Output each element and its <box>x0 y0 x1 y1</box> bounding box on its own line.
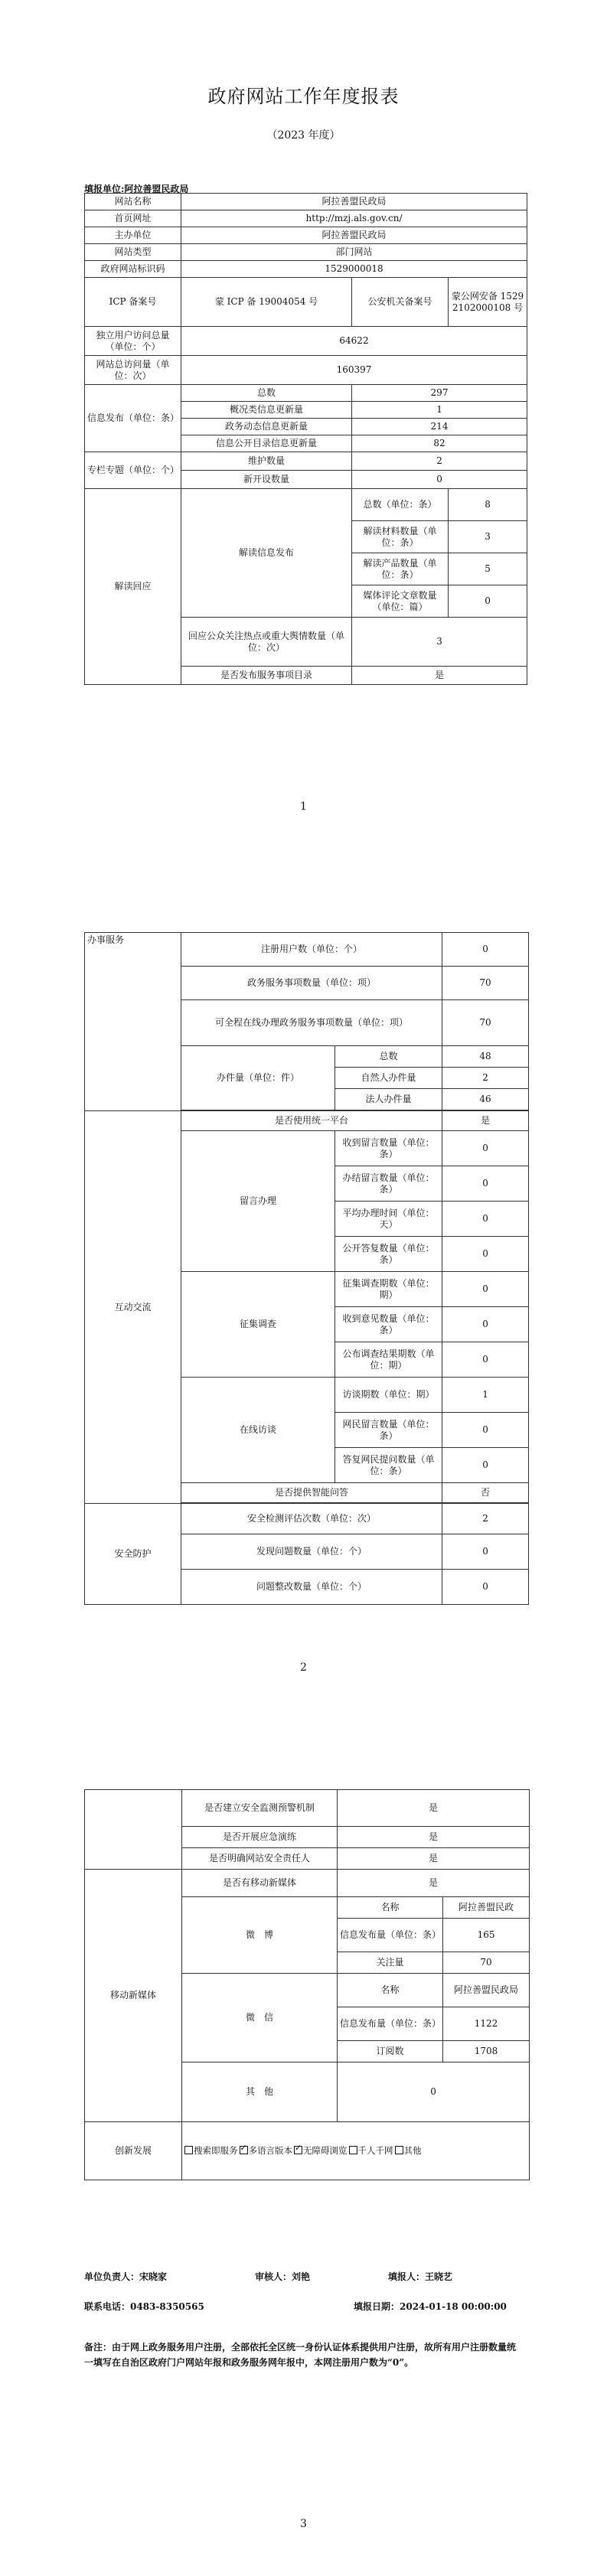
report-year: （2023 年度） <box>266 129 341 142</box>
site-host-label: 主办单位 <box>85 227 181 244</box>
wechat-row-value: 阿拉善盟民政局 <box>443 1974 530 2007</box>
page-title: 政府网站工作年度报表 <box>207 86 400 107</box>
icp-label: ICP 备案号 <box>85 278 181 327</box>
column-label: 专栏专题（单位：个） <box>85 452 181 489</box>
interview-label: 在线访谈 <box>181 1378 335 1483</box>
service-reg-label: 注册用户数（单位：个） <box>181 933 442 967</box>
pv-label: 网站总访问量（单位：次） <box>85 356 181 385</box>
icp-number: 蒙 ICP 备 19004054 号 <box>181 278 352 327</box>
info-label: 信息发布（单位：条） <box>85 385 181 452</box>
site-host: 阿拉善盟民政局 <box>181 227 527 244</box>
interpret-row-label: 解读产品数量（单位：条） <box>352 553 449 585</box>
wechat-row-value: 1708 <box>443 2041 530 2062</box>
uv-label: 独立用户访问总量（单位：个） <box>85 327 181 356</box>
drill-label: 是否开展应急演练 <box>182 1827 338 1848</box>
unified-platform-value: 是 <box>442 1111 529 1131</box>
survey-row-value: 0 <box>442 1272 529 1307</box>
survey-row-label: 公布调查结果期数（单位：期） <box>335 1342 442 1378</box>
media-other-label: 其 他 <box>182 2062 338 2122</box>
wechat-label: 微 信 <box>182 1974 338 2062</box>
interpret-label: 解读回应 <box>85 489 181 685</box>
smart-qa-label: 是否提供智能问答 <box>181 1483 442 1503</box>
warn-value: 是 <box>338 1790 530 1827</box>
uv-value: 64622 <box>181 327 527 356</box>
service-items-value: 70 <box>442 967 529 1000</box>
msg-row-label: 公开答复数量（单位：条） <box>335 1237 442 1272</box>
innovation-option[interactable]: ✓ 多语言版本 <box>240 2145 293 2156</box>
info-row-label: 信息公开目录信息更新量 <box>181 435 352 452</box>
survey-row-label: 征集调查期数（单位：期） <box>335 1272 442 1307</box>
remark: 备注：由于网上政务服务用户注册，全部依托全区统一身份认证体系提供用户注册，故所有用户注册数量统一填写在自治区政府门户网站年报和政务服务网年报中，本网注册用户数为“0”。 <box>84 2342 517 2368</box>
filling-unit: 填报单位:阿拉善盟民政局 <box>84 184 189 194</box>
msg-row-value: 0 <box>442 1202 529 1237</box>
info-row-value: 214 <box>352 419 527 435</box>
site-id: 1529000018 <box>181 261 527 278</box>
reviewer: 审核人：刘艳 <box>255 2271 311 2282</box>
wechat-row-label: 名称 <box>338 1974 443 2007</box>
psb-label: 公安机关备案号 <box>352 278 449 327</box>
site-name: 阿拉善盟民政局 <box>181 194 527 210</box>
weibo-row-value: 阿拉善盟民政 <box>443 1897 530 1919</box>
publish-catalog-value: 是 <box>352 667 527 685</box>
wechat-row-value: 1122 <box>443 2007 530 2041</box>
column-row-value: 2 <box>352 452 527 471</box>
service-online-label: 可全程在线办理政务服务事项数量（单位：项） <box>181 1000 442 1046</box>
security-row-value: 0 <box>442 1534 529 1570</box>
media-label: 移动新媒体 <box>85 1870 182 2122</box>
weibo-row-value: 165 <box>443 1919 530 1952</box>
info-row-value: 297 <box>352 385 527 402</box>
publish-catalog-label: 是否发布服务事项目录 <box>181 667 352 685</box>
interview-row-value: 0 <box>442 1448 529 1483</box>
security-label: 安全防护 <box>85 1504 181 1605</box>
innovation-option[interactable]: ✓ 无障碍浏览 <box>294 2145 348 2156</box>
interview-row-label: 访谈期数（单位：期） <box>335 1378 442 1413</box>
survey-row-value: 0 <box>442 1307 529 1342</box>
handle-row-value: 48 <box>442 1046 529 1068</box>
checkbox-icon <box>184 2146 193 2154</box>
innovation-label: 创新发展 <box>85 2122 182 2180</box>
interpret-sub-label: 解读信息发布 <box>181 489 352 618</box>
weibo-row-label: 关注量 <box>338 1952 443 1974</box>
info-row-label: 总数 <box>181 385 352 402</box>
psb-number: 蒙公网安备 15292102000108 号 <box>449 278 527 327</box>
safety-person-value: 是 <box>338 1848 530 1870</box>
msg-row-label: 办结留言数量（单位：条） <box>335 1166 442 1202</box>
msg-row-value: 0 <box>442 1166 529 1202</box>
checkbox-checked-icon <box>294 2146 302 2154</box>
smart-qa-value: 否 <box>442 1483 529 1503</box>
msg-row-label: 收到留言数量（单位：条） <box>335 1131 442 1166</box>
msg-row-value: 0 <box>442 1131 529 1166</box>
site-url-label: 首页网址 <box>85 210 181 227</box>
report-table-page1 <box>84 193 527 685</box>
drill-value: 是 <box>338 1827 530 1848</box>
interpret-row-value: 3 <box>449 521 527 553</box>
interview-row-label: 答复网民提问数量（单位：条） <box>335 1448 442 1483</box>
unit-leader: 单位负责人：宋晓家 <box>84 2271 168 2282</box>
service-reg-value: 0 <box>442 933 529 967</box>
interpret-row-value: 0 <box>449 585 527 618</box>
innovation-option[interactable]: 其他 <box>395 2145 422 2156</box>
column-row-label: 新开设数量 <box>181 471 352 489</box>
innovation-options <box>182 2122 530 2180</box>
wechat-row-label: 订阅数 <box>338 2041 443 2062</box>
unified-platform-label: 是否使用统一平台 <box>181 1111 442 1131</box>
innovation-option[interactable]: 搜索即服务 <box>184 2145 238 2156</box>
security-row-label: 安全检测评估次数（单位：次） <box>181 1504 442 1534</box>
handle-row-label: 总数 <box>335 1046 442 1068</box>
survey-row-label: 收到意见数量（单位：条） <box>335 1307 442 1342</box>
security-row-value: 0 <box>442 1570 529 1605</box>
service-label: 办事服务 <box>85 933 181 1111</box>
report-table-page3 <box>84 1789 530 2180</box>
fill-date: 填报日期：2024-01-18 00:00:00 <box>354 2301 507 2312</box>
hot-response-label: 回应公众关注热点或重大舆情数量（单位：次） <box>181 618 352 667</box>
media-has-value: 是 <box>338 1870 530 1897</box>
info-row-label: 概况类信息更新量 <box>181 402 352 419</box>
site-type-label: 网站类型 <box>85 244 181 261</box>
survey-label: 征集调查 <box>181 1272 335 1378</box>
site-type: 部门网站 <box>181 244 527 261</box>
column-row-label: 维护数量 <box>181 452 352 471</box>
page-number: 3 <box>300 2518 307 2530</box>
page-number: 2 <box>300 1661 307 1674</box>
interpret-row-label: 解读材料数量（单位：条） <box>352 521 449 553</box>
interview-row-value: 0 <box>442 1413 529 1448</box>
info-row-value: 1 <box>352 402 527 419</box>
weibo-row-label: 信息发布量（单位：条） <box>338 1919 443 1952</box>
service-online-value: 70 <box>442 1000 529 1046</box>
handle-row-label: 法人办件量 <box>335 1089 442 1110</box>
security-row-label: 问题整改数量（单位：个） <box>181 1570 442 1605</box>
weibo-row-value: 70 <box>443 1952 530 1974</box>
hot-response-value: 3 <box>352 618 527 667</box>
site-name-label: 网站名称 <box>85 194 181 210</box>
interview-row-value: 1 <box>442 1378 529 1413</box>
info-row-label: 政务动态信息更新量 <box>181 419 352 435</box>
site-url: http://mzj.als.gov.cn/ <box>181 210 527 227</box>
checkbox-icon <box>395 2146 403 2154</box>
survey-row-value: 0 <box>442 1342 529 1378</box>
media-has-label: 是否有移动新媒体 <box>182 1870 338 1897</box>
media-other-value: 0 <box>338 2062 530 2122</box>
service-items-label: 政务服务事项数量（单位：项） <box>181 967 442 1000</box>
column-row-value: 0 <box>352 471 527 489</box>
safety-person-label: 是否明确网站安全责任人 <box>182 1848 338 1870</box>
report-table-page2 <box>84 932 529 1605</box>
wechat-row-label: 信息发布量（单位：条） <box>338 2007 443 2041</box>
handle-row-value: 2 <box>442 1068 529 1089</box>
info-row-value: 82 <box>352 435 527 452</box>
innovation-option[interactable]: 千人千网 <box>349 2145 393 2156</box>
interpret-row-label: 媒体评论文章数量（单位：篇） <box>352 585 449 618</box>
security-row-value: 2 <box>442 1504 529 1534</box>
interact-label: 互动交流 <box>85 1111 181 1504</box>
pv-value: 160397 <box>181 356 527 385</box>
interview-row-label: 网民留言数量（单位：条） <box>335 1413 442 1448</box>
security-continued <box>85 1790 182 1870</box>
interpret-row-value: 5 <box>449 553 527 585</box>
security-row-label: 发现问题数量（单位：个） <box>181 1534 442 1570</box>
site-id-label: 政府网站标识码 <box>85 261 181 278</box>
weibo-label: 微 博 <box>182 1897 338 1974</box>
handle-row-value: 46 <box>442 1089 529 1110</box>
interpret-row-value: 8 <box>449 489 527 521</box>
msg-label: 留言办理 <box>181 1131 335 1272</box>
handle-row-label: 自然人办件量 <box>335 1068 442 1089</box>
filler: 填报人：王晓艺 <box>388 2271 453 2282</box>
msg-row-value: 0 <box>442 1237 529 1272</box>
msg-row-label: 平均办理时间（单位：天） <box>335 1202 442 1237</box>
checkbox-icon <box>349 2146 357 2154</box>
checkbox-checked-icon <box>240 2146 248 2154</box>
handle-label: 办件量（单位：件） <box>181 1046 335 1110</box>
contact-phone: 联系电话：0483-8350565 <box>84 2301 204 2312</box>
warn-label: 是否建立安全监测预警机制 <box>182 1790 338 1827</box>
page-number: 1 <box>300 801 307 813</box>
interpret-row-label: 总数（单位：条） <box>352 489 449 521</box>
weibo-row-label: 名称 <box>338 1897 443 1919</box>
